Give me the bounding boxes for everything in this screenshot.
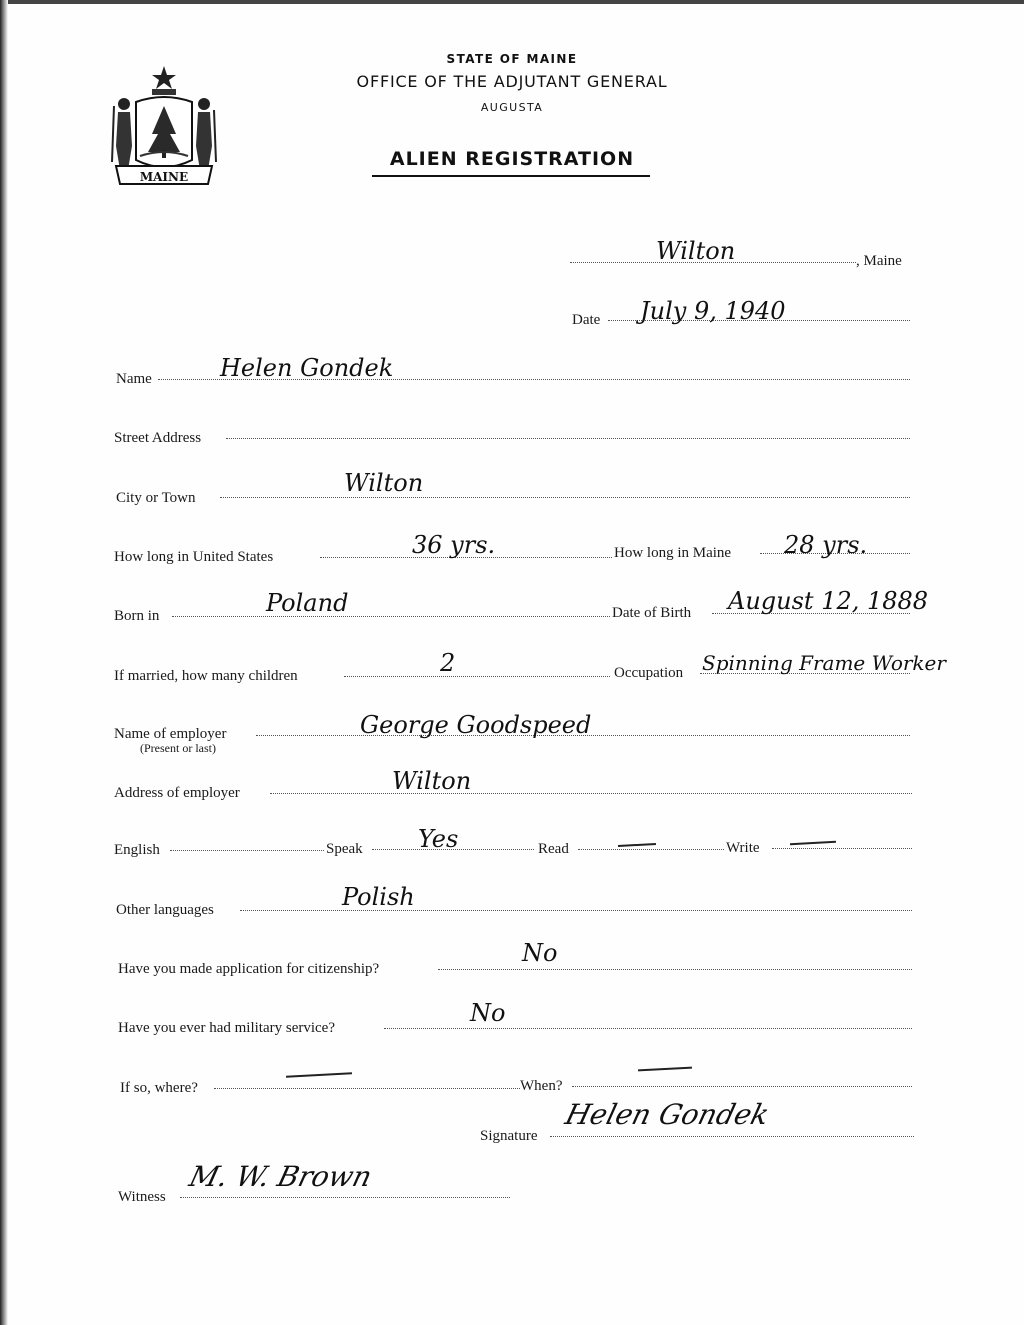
date-of-birth-label: Date of Birth [612, 605, 692, 621]
form-title: ALIEN REGISTRATION [389, 148, 635, 170]
write-label: Write [726, 840, 760, 856]
when-label: When? [520, 1078, 563, 1094]
city-value: Wilton [344, 469, 424, 497]
title-underline [372, 175, 650, 177]
witness-label: Witness [118, 1189, 166, 1205]
employer-value: George Goodspeed [360, 711, 592, 739]
witness-line [180, 1197, 510, 1198]
occupation-value: Spinning Frame Worker [702, 651, 946, 675]
born-in-label: Born in [114, 608, 160, 624]
other-languages-line [240, 910, 912, 911]
where-label: If so, where? [120, 1080, 198, 1096]
employer-label: Name of employer [114, 726, 227, 742]
applicant-signature: Helen Gondek [562, 1098, 773, 1131]
city-line [220, 497, 910, 498]
when-dash [638, 1067, 692, 1072]
other-languages-label: Other languages [116, 902, 214, 918]
town-value: Wilton [656, 237, 736, 265]
name-label: Name [116, 371, 152, 387]
read-line [578, 849, 724, 850]
speak-value: Yes [418, 825, 459, 853]
born-in-line [172, 616, 610, 617]
military-line [384, 1028, 912, 1029]
when-line [572, 1086, 912, 1087]
signature-line [550, 1136, 914, 1137]
employer-note: (Present or last) [140, 741, 216, 755]
street-line [226, 438, 910, 439]
english-line [170, 850, 324, 851]
how-long-maine-label: How long in Maine [614, 545, 732, 561]
scan-edge-left [0, 0, 8, 1325]
maine-seal-icon [108, 62, 220, 188]
employer-address-value: Wilton [392, 767, 472, 795]
write-dash [790, 841, 836, 845]
how-long-maine-value: 28 yrs. [784, 531, 868, 559]
employer-address-line [270, 793, 912, 794]
header-office: OFFICE OF THE ADJUTANT GENERAL [356, 72, 668, 91]
children-label: If married, how many children [114, 668, 298, 684]
read-label: Read [538, 841, 569, 857]
date-label: Date [572, 312, 601, 328]
header-state: STATE OF MAINE [446, 52, 578, 66]
read-dash [618, 843, 656, 847]
maine-label: , Maine [856, 253, 902, 269]
name-value: Helen Gondek [220, 354, 394, 382]
how-long-us-value: 36 yrs. [412, 531, 496, 559]
date-of-birth-value: August 12, 1888 [728, 587, 929, 615]
english-label: English [114, 842, 160, 858]
scan-edge-top [0, 0, 1024, 4]
other-languages-value: Polish [342, 883, 415, 911]
header-city: AUGUSTA [480, 101, 544, 114]
military-value: No [470, 999, 506, 1027]
citizenship-value: No [522, 939, 558, 967]
signature-label: Signature [480, 1128, 538, 1144]
born-in-value: Poland [266, 589, 349, 617]
where-line [214, 1088, 520, 1089]
military-label: Have you ever had military service? [118, 1020, 335, 1036]
date-value: July 9, 1940 [640, 297, 786, 325]
children-line [344, 676, 610, 677]
street-label: Street Address [114, 430, 202, 446]
citizenship-label: Have you made application for citizenship? [118, 961, 380, 977]
where-dash [286, 1072, 352, 1077]
citizenship-line [438, 969, 912, 970]
occupation-label: Occupation [614, 665, 684, 681]
write-line [772, 848, 912, 849]
seal-text: MAINE [139, 170, 189, 184]
how-long-us-label: How long in United States [114, 549, 274, 565]
employer-address-label: Address of employer [114, 785, 240, 801]
speak-label: Speak [326, 841, 363, 857]
witness-signature: M. W. Brown [186, 1160, 376, 1193]
city-label: City or Town [116, 490, 196, 506]
children-value: 2 [440, 649, 456, 677]
